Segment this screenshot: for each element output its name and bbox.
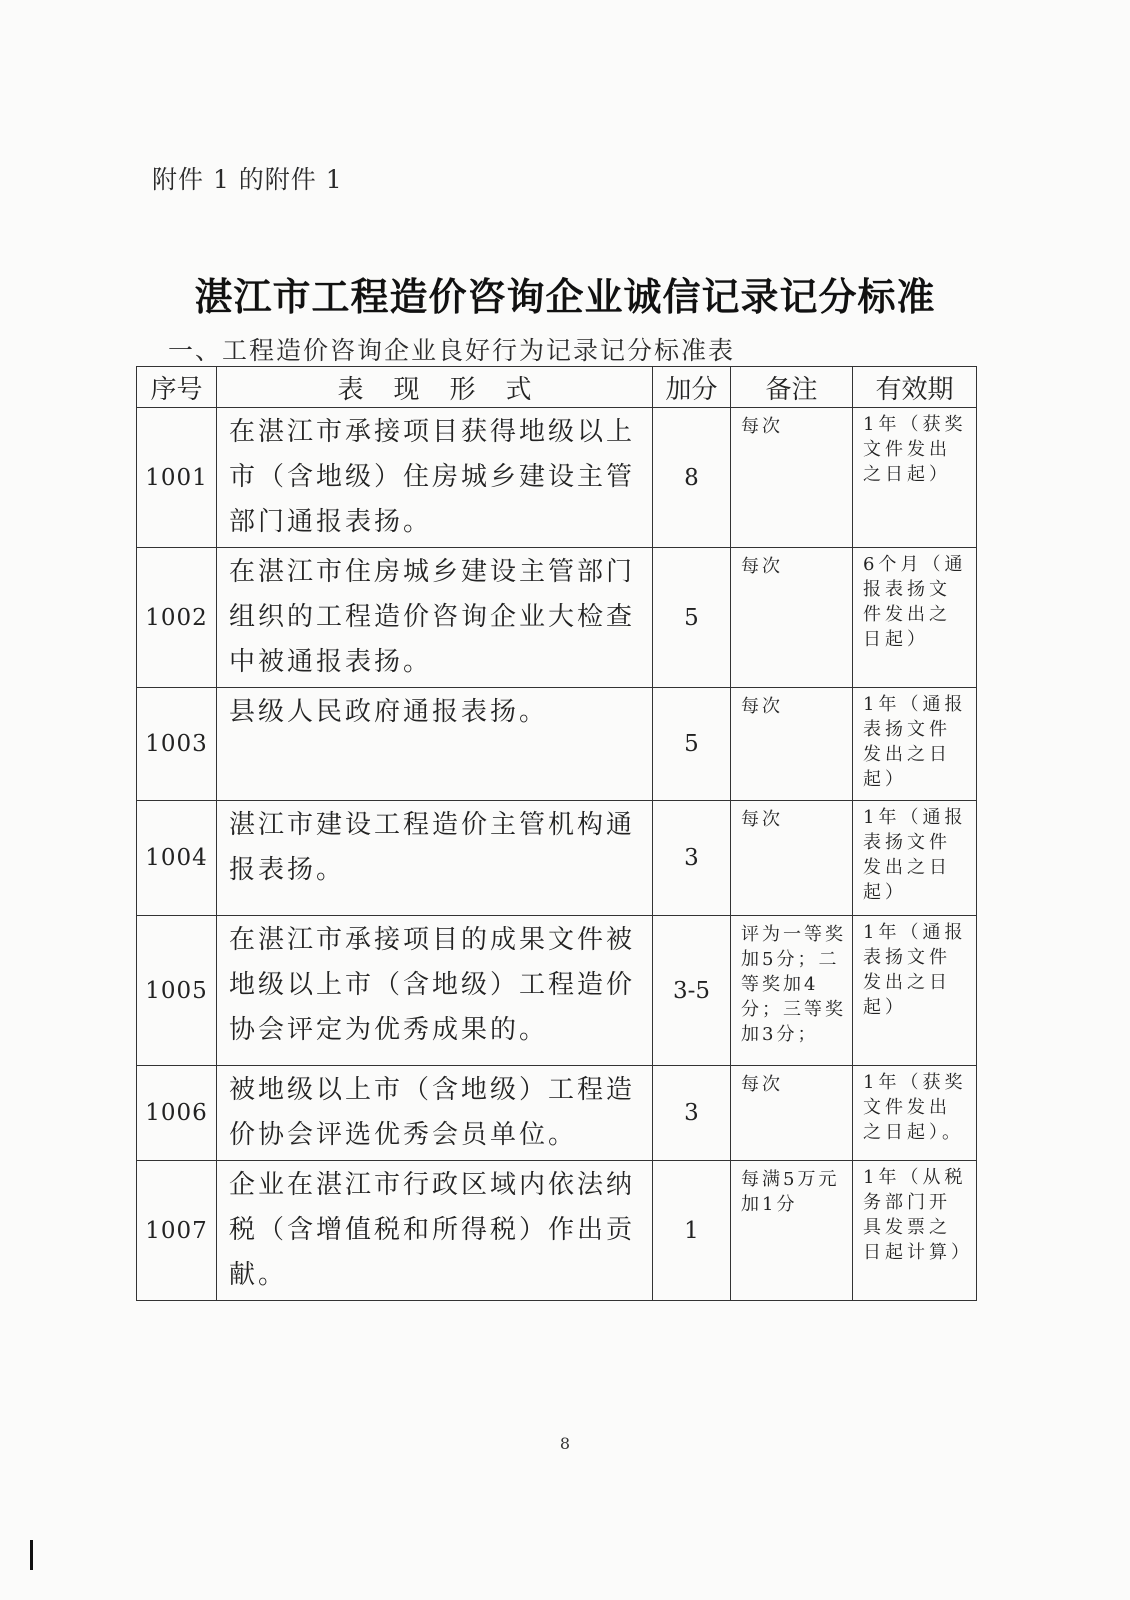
row-validity: 1年（获奖文件发出之日起） bbox=[853, 408, 977, 548]
table-row bbox=[137, 1066, 977, 1161]
row-description: 在湛江市住房城乡建设主管部门组织的工程造价咨询企业大检查中被通报表扬。 bbox=[217, 548, 653, 688]
row-score: 3 bbox=[653, 1066, 731, 1161]
table-header-row bbox=[137, 367, 977, 408]
row-score: 3-5 bbox=[653, 916, 731, 1066]
row-score: 8 bbox=[653, 408, 731, 548]
document-title: 湛江市工程造价咨询企业诚信记录记分标准 bbox=[194, 275, 936, 319]
attachment-label: 附件 1 的附件 1 bbox=[152, 165, 343, 194]
table-row bbox=[137, 548, 977, 688]
table-row bbox=[137, 688, 977, 801]
row-validity: 1年（通报表扬文件发出之日起） bbox=[853, 916, 977, 1066]
table-row bbox=[137, 1161, 977, 1301]
row-validity: 1年（获奖文件发出之日起）。 bbox=[853, 1066, 977, 1161]
header-score: 加分 bbox=[653, 367, 731, 408]
row-note: 每次 bbox=[731, 801, 853, 916]
row-score: 1 bbox=[653, 1161, 731, 1301]
row-note: 每次 bbox=[731, 688, 853, 801]
row-no: 1005 bbox=[137, 916, 217, 1066]
row-note: 每次 bbox=[731, 548, 853, 688]
row-no: 1001 bbox=[137, 408, 217, 548]
row-note: 评为一等奖加5分；二等奖加4分；三等奖加3分； bbox=[731, 916, 853, 1066]
page-number: 8 bbox=[559, 1434, 571, 1453]
row-validity: 1年（通报表扬文件发出之日起） bbox=[853, 688, 977, 801]
row-description: 企业在湛江市行政区域内依法纳税（含增值税和所得税）作出贡献。 bbox=[217, 1161, 653, 1301]
row-no: 1003 bbox=[137, 688, 217, 801]
header-validity: 有效期 bbox=[853, 367, 977, 408]
row-validity: 1年（从税务部门开具发票之日起计算） bbox=[853, 1161, 977, 1301]
table-row bbox=[137, 801, 977, 916]
row-score: 5 bbox=[653, 688, 731, 801]
row-description: 被地级以上市（含地级）工程造价协会评选优秀会员单位。 bbox=[217, 1066, 653, 1161]
row-no: 1002 bbox=[137, 548, 217, 688]
row-description: 在湛江市承接项目的成果文件被地级以上市（含地级）工程造价协会评定为优秀成果的。 bbox=[217, 916, 653, 1066]
row-description: 湛江市建设工程造价主管机构通报表扬。 bbox=[217, 801, 653, 916]
table-row bbox=[137, 916, 977, 1066]
header-note: 备注 bbox=[731, 367, 853, 408]
row-validity: 6个月（通报表扬文件发出之日起） bbox=[853, 548, 977, 688]
row-note: 每满5万元加1分 bbox=[731, 1161, 853, 1301]
header-no: 序号 bbox=[137, 367, 217, 408]
row-no: 1006 bbox=[137, 1066, 217, 1161]
header-form: 表现形式 bbox=[217, 367, 653, 408]
row-validity: 1年（通报表扬文件发出之日起） bbox=[853, 801, 977, 916]
row-description: 在湛江市承接项目获得地级以上市（含地级）住房城乡建设主管部门通报表扬。 bbox=[217, 408, 653, 548]
row-note: 每次 bbox=[731, 408, 853, 548]
row-note: 每次 bbox=[731, 1066, 853, 1161]
table-subtitle: 一、工程造价咨询企业良好行为记录记分标准表 bbox=[168, 336, 736, 365]
row-score: 5 bbox=[653, 548, 731, 688]
table-row bbox=[137, 408, 977, 548]
scan-edge-mark bbox=[30, 1540, 33, 1570]
row-score: 3 bbox=[653, 801, 731, 916]
row-no: 1007 bbox=[137, 1161, 217, 1301]
row-description: 县级人民政府通报表扬。 bbox=[217, 688, 653, 801]
scoring-table bbox=[136, 366, 977, 1301]
row-no: 1004 bbox=[137, 801, 217, 916]
